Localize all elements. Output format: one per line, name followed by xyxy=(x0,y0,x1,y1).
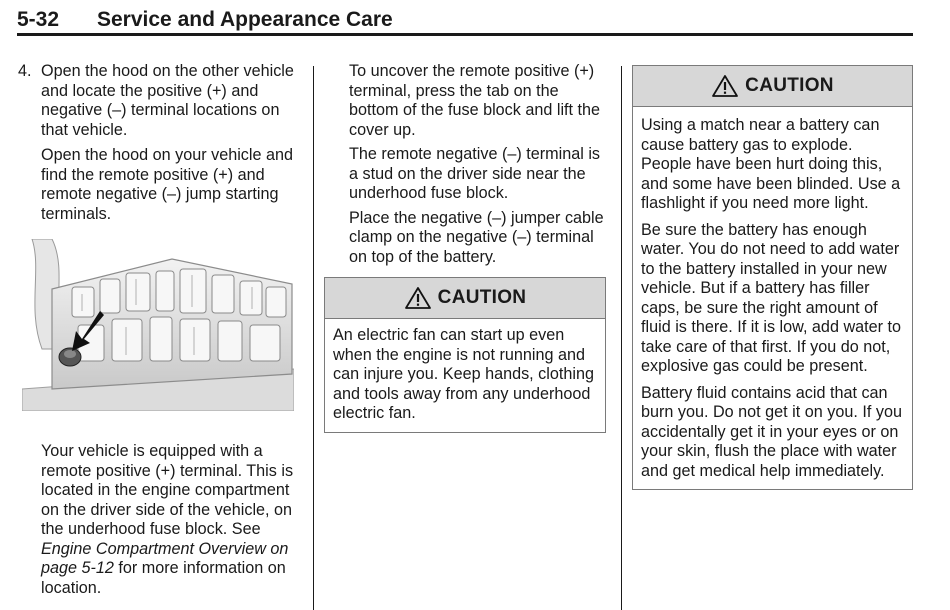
caution-text: An electric fan can start up even when the engine is not running and can injure you. Keep hands, clothing and tools away from any underhood electric fan. xyxy=(333,326,594,422)
caution-body xyxy=(325,319,605,432)
paragraph-text: Your vehicle is equipped with a remote positive (+) terminal. This is located in the engine compartment on the driver side of the vehicle, on the underhood fuse block. See xyxy=(41,442,294,538)
cross-reference-link[interactable]: Engine Compartment Overview on page 5-12 xyxy=(41,539,289,577)
step-4 xyxy=(18,62,303,140)
paragraph: The remote negative (–) terminal is a stud on the driver side near the underhood fuse block. xyxy=(349,145,601,202)
remote-terminal-paragraph xyxy=(41,442,301,598)
caution-body xyxy=(633,107,912,489)
step-text: Open the hood on the other vehicle and locate the positive (+) and negative (–) terminal locations on that vehicle. xyxy=(41,62,294,139)
warning-triangle-icon xyxy=(711,74,739,98)
paragraph: Open the hood on your vehicle and find the remote positive (+) and remote negative (–) jump starting terminals. xyxy=(41,146,293,223)
column-2 xyxy=(349,62,611,267)
warning-triangle-icon xyxy=(404,286,432,310)
caution-text: Be sure the battery has enough water. You do not need to add water to the battery installed in your new vehicle. But if a battery has filler caps, be sure the right amount of fluid is there. If it is low, add water to take care of that first. If you do not, explosive gas could be present. xyxy=(641,220,902,375)
caution-text: Using a match near a battery can cause battery gas to explode. People have been hurt doing this, and some have been blinded. Use a flashlight if you need more light. xyxy=(641,116,901,212)
page-title: Service and Appearance Care xyxy=(97,8,393,31)
paragraph-text: for more information on location. xyxy=(41,559,286,597)
column-1 xyxy=(18,62,303,224)
paragraph: To uncover the remote positive (+) terminal, press the tab on the bottom of the fuse block and lift the cover up. xyxy=(349,62,601,139)
caution-box-battery xyxy=(632,65,913,490)
caution-text: Battery fluid contains acid that can burn you. Do not get it on you. If you accidentally get it in your eyes or on your skin, flush the place with water and get medical help immediately. xyxy=(641,383,902,480)
caution-heading: CAUTION xyxy=(745,75,834,96)
paragraph: Place the negative (–) jumper cable clamp on the negative (–) terminal on top of the battery. xyxy=(349,208,604,266)
fuse-block-illustration xyxy=(22,239,294,411)
page-header xyxy=(17,6,913,36)
column-1-lower xyxy=(41,442,301,598)
page-number: 5-32 xyxy=(17,8,60,31)
caution-header xyxy=(633,66,912,107)
caution-header xyxy=(325,278,605,319)
caution-box-fan xyxy=(324,277,606,433)
step-number: 4. xyxy=(18,62,32,80)
caution-heading: CAUTION xyxy=(437,287,527,308)
column-divider xyxy=(621,66,622,610)
column-divider xyxy=(313,66,314,610)
fuse-block-figure xyxy=(22,239,294,411)
